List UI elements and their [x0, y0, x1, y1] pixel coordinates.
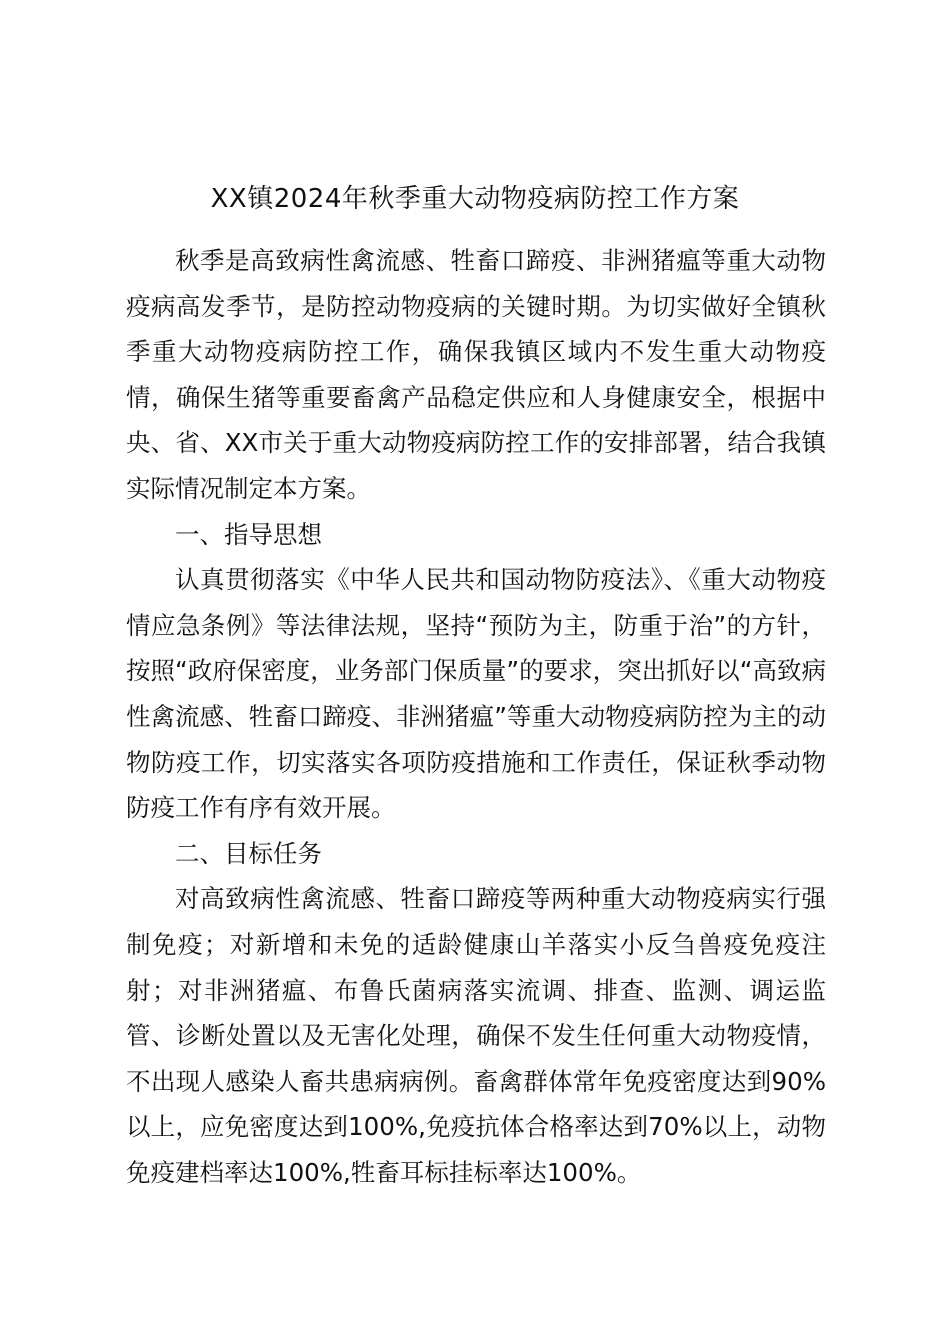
- section-paragraph-objectives: 对高致病性禽流感、牲畜口蹄疫等两种重大动物疫病实行强制免疫；对新增和未免的适龄健康山羊落实小反刍兽疫免疫注射；对非洲猪瘟、布鲁氏菌病落实流调、排查、监测、调运监管、诊断处置以及无害化处理，确保不发生任何重大动物疫情，不出现人感染人畜共患病病例。畜禽群体常年免疫密度达到90%以上，应免密度达到100%,免疫抗体合格率达到70%以上，动物免疫建档率达100%,牲畜耳标挂标率达100%。: [126, 884, 826, 1187]
- document-title: XX镇2024年秋季重大动物疫病防控工作方案: [210, 184, 740, 214]
- document-body: [126, 238, 826, 1195]
- section-heading-objectives: 二、目标任务: [175, 838, 322, 868]
- section-paragraph-guiding-ideology: 认真贯彻落实《中华人民共和国动物防疫法》、《重大动物疫情应急条例》等法律法规，坚持“预防为主，防重于治”的方针，按照“政府保密度，业务部门保质量”的要求，突出抓好以“高致病性禽流感、牲畜口蹄疫、非洲猪瘟”等重大动物疫病防控为主的动物防疫工作，切实落实各项防疫措施和工作责任，保证秋季动物防疫工作有序有效开展。: [126, 565, 826, 823]
- intro-paragraph: 秋季是高致病性禽流感、牲畜口蹄疫、非洲猪瘟等重大动物疫病高发季节，是防控动物疫病的关键时期。为切实做好全镇秋季重大动物疫病防控工作，确保我镇区域内不发生重大动物疫情，确保生猪等重要畜禽产品稳定供应和人身健康安全，根据中央、省、XX市关于重大动物疫病防控工作的安排部署，结合我镇实际情况制定本方案。: [126, 246, 826, 503]
- section-heading-guiding-ideology: 一、指导思想: [175, 519, 322, 549]
